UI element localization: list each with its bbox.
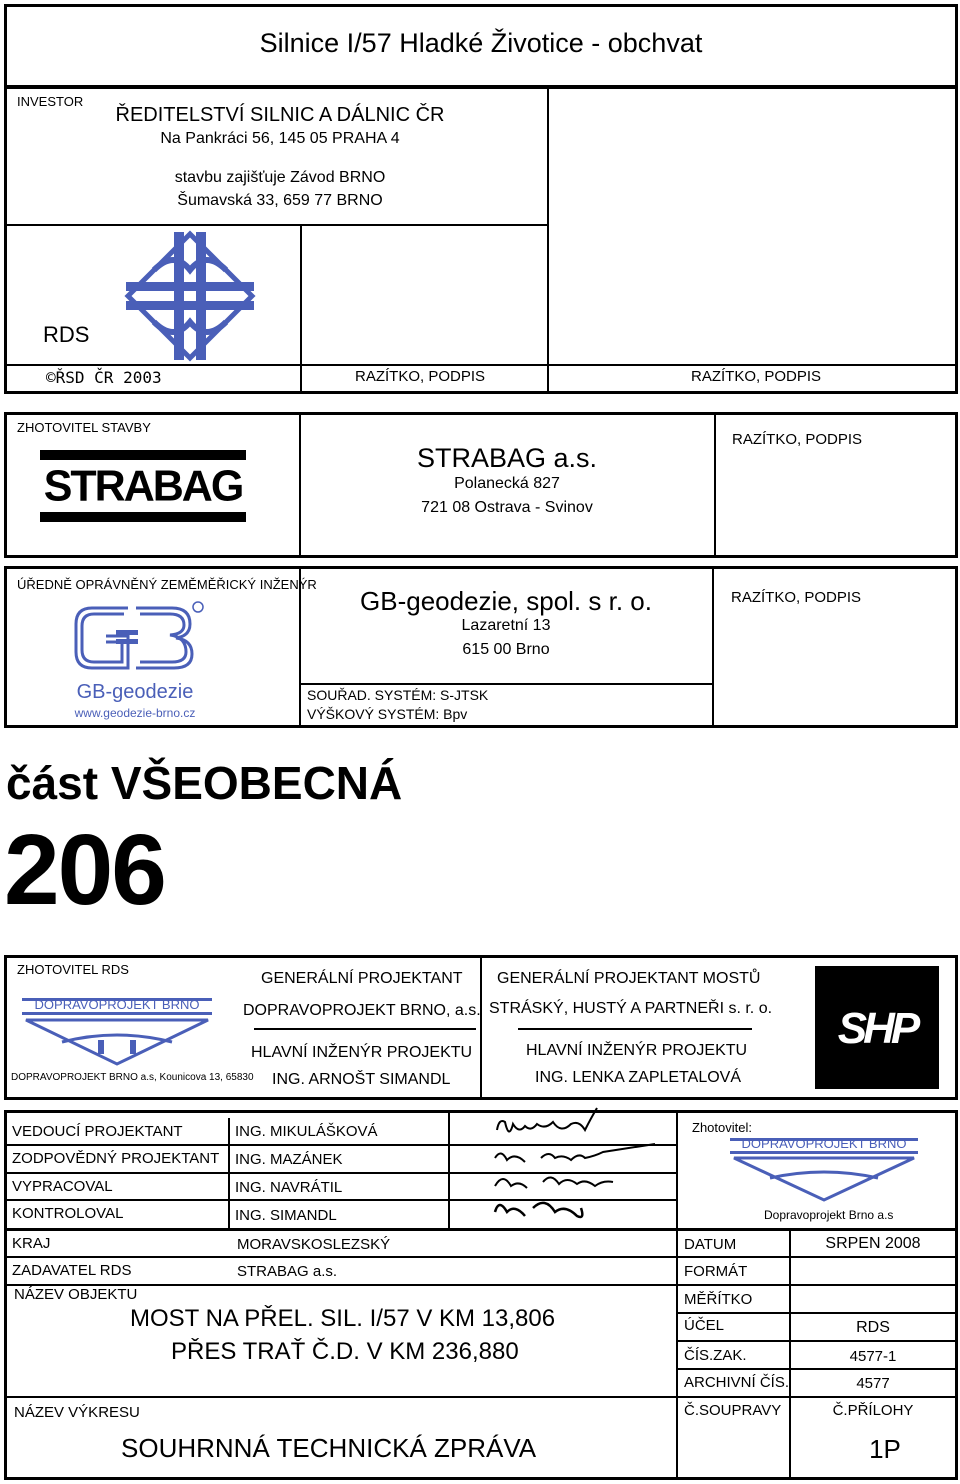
object-line-2: PŘES TRAŤ Č.D. V KM 236,880 (171, 1338, 519, 1365)
shp-logo: SHP (815, 966, 939, 1089)
bridge-chief-label: HLAVNÍ INŽENÝR PROJEKTU (526, 1042, 748, 1059)
signatures (485, 1100, 675, 1230)
order-value: 4577-1 (849, 1348, 897, 1365)
gp-value: DOPRAVOPROJEKT BRNO, a.s. (243, 1002, 481, 1019)
builder-name: STRABAG a.s. (416, 443, 598, 473)
stamp-investor-1: RAZÍTKO, PODPIS (355, 368, 486, 385)
gb-logo-name: GB-geodezie (76, 681, 194, 703)
gb-geodezie-logo (72, 600, 206, 676)
part-title: část VŠEOBECNÁ (6, 757, 403, 809)
attachment-value: 1P (869, 1434, 901, 1464)
drawing-value: SOUHRNNÁ TECHNICKÁ ZPRÁVA (121, 1433, 537, 1463)
height-system: VÝŠKOVÝ SYSTÉM: Bpv (307, 706, 468, 722)
surveyor-label: ÚŘEDNĚ OPRÁVNĚNÝ ZEMĚMĚŘICKÝ INŽENÝR (17, 577, 317, 592)
purpose-label: ÚČEL (684, 1317, 725, 1334)
role-3-name: ING. NAVRÁTIL (235, 1179, 343, 1196)
investor-name: ŘEDITELSTVÍ SILNIC A DÁLNIC ČR (115, 104, 445, 126)
coord-system: SOUŘAD. SYSTÉM: S-JTSK (307, 687, 489, 703)
role-4-label: KONTROLOVAL (12, 1205, 124, 1222)
page-title: Silnice I/57 Hladké Životice - obchvat (259, 28, 703, 58)
scale-label: MĚŘÍTKO (684, 1291, 753, 1308)
investor-label: INVESTOR (17, 94, 84, 109)
investor-branch-address: Šumavská 33, 659 77 BRNO (177, 192, 383, 209)
dopravoprojekt-banner: DOPRAVOPROJEKT BRNO (34, 997, 200, 1012)
surveyor-city: 615 00 Brno (462, 641, 550, 658)
date-label: DATUM (684, 1236, 737, 1253)
order-label: ČÍS.ZAK. (684, 1347, 747, 1364)
dopravoprojekt-address: DOPRAVOPROJEKT BRNO a.s, Kounicova 13, 65830 (11, 1072, 254, 1083)
builder-label: ZHOTOVITEL STAVBY (17, 420, 151, 435)
role-1-name: ING. MIKULÁŠKOVÁ (235, 1123, 378, 1140)
builder-city: 721 08 Ostrava - Svinov (421, 499, 593, 516)
contractor-label: Zhotovitel: (692, 1120, 752, 1135)
archive-value: 4577 (856, 1375, 890, 1392)
format-label: FORMÁT (684, 1263, 748, 1280)
strabag-logo: STRABAG (40, 450, 246, 522)
stamp-builder: RAZÍTKO, PODPIS (732, 431, 863, 448)
rds-label: ZHOTOVITEL RDS (17, 962, 129, 977)
client-label: ZADAVATEL RDS (12, 1262, 132, 1279)
contractor-caption: Dopravoprojekt Brno a.s (764, 1208, 894, 1222)
role-2-name: ING. MAZÁNEK (235, 1151, 343, 1168)
builder-street: Polanecká 827 (454, 475, 560, 492)
role-1-label: VEDOUCÍ PROJEKTANT (12, 1123, 183, 1140)
purpose-value: RDS (856, 1319, 890, 1336)
role-2-label: ZODPOVĚDNÝ PROJEKTANT (12, 1150, 220, 1167)
date-value: SRPEN 2008 (825, 1235, 921, 1252)
bridge-chief-value: ING. LENKA ZAPLETALOVÁ (535, 1069, 741, 1086)
bridge-gp-label: GENERÁLNÍ PROJEKTANT MOSTŮ (497, 970, 761, 987)
investor-address: Na Pankráci 56, 145 05 PRAHA 4 (160, 130, 400, 147)
role-4-name: ING. SIMANDL (235, 1207, 337, 1224)
gp-label: GENERÁLNÍ PROJEKTANT (261, 970, 463, 987)
stamp-investor-2: RAZÍTKO, PODPIS (691, 368, 822, 385)
region-label: KRAJ (12, 1235, 51, 1252)
stamp-surveyor: RAZÍTKO, PODPIS (731, 589, 862, 606)
surveyor-name: GB-geodezie, spol. s r. o. (360, 586, 652, 616)
investor-branch: stavbu zajišťuje Závod BRNO (174, 169, 386, 186)
contractor-logo-banner: DOPRAVOPROJEKT BRNO (741, 1136, 907, 1151)
chief-label: HLAVNÍ INŽENÝR PROJEKTU (251, 1044, 473, 1061)
copyright-text: ©ŘSD ČR 2003 (46, 368, 162, 387)
rsd-logo (124, 230, 256, 362)
role-3-label: VYPRACOVAL (12, 1178, 113, 1195)
client-value: STRABAG a.s. (237, 1263, 338, 1280)
gb-logo-url: www.geodezie-brno.cz (74, 706, 196, 720)
attachment-label: Č.PŘÍLOHY (832, 1402, 914, 1419)
region-value: MORAVSKOSLEZSKÝ (237, 1236, 391, 1253)
archive-label: ARCHIVNÍ ČÍS. (684, 1374, 790, 1391)
part-number: 206 (4, 814, 165, 926)
chief-value: ING. ARNOŠT SIMANDL (272, 1071, 451, 1088)
bridge-gp-value: STRÁSKÝ, HUSTÝ A PARTNEŘI s. r. o. (489, 1000, 773, 1017)
object-label: NÁZEV OBJEKTU (14, 1286, 138, 1303)
stage-label: RDS (43, 322, 90, 347)
surveyor-street: Lazaretní 13 (461, 617, 551, 634)
set-label: Č.SOUPRAVY (684, 1402, 782, 1419)
drawing-label: NÁZEV VÝKRESU (14, 1404, 140, 1421)
object-line-1: MOST NA PŘEL. SIL. I/57 V KM 13,806 (130, 1305, 556, 1332)
